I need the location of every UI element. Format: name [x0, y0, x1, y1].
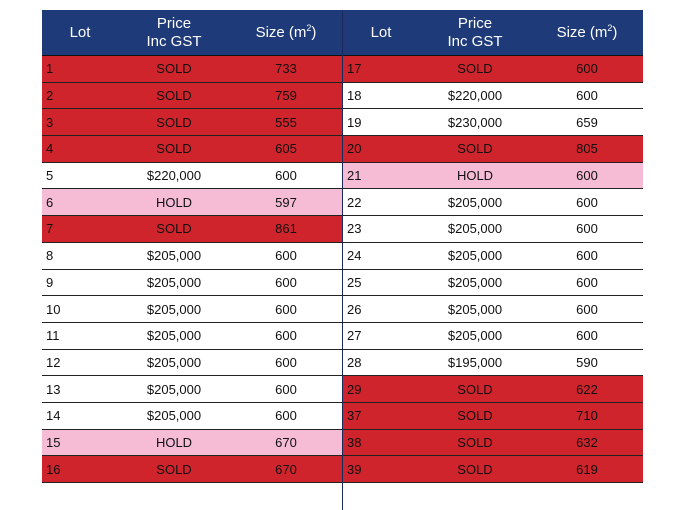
- table-row: [343, 430, 643, 457]
- lot-cell: 25: [347, 274, 362, 290]
- table-row: [42, 323, 342, 350]
- lot-cell: 13: [46, 381, 61, 397]
- price-cell: $205,000: [447, 194, 503, 210]
- table-row: [343, 189, 643, 216]
- price-cell: $205,000: [447, 248, 503, 264]
- price-cell: SOLD: [457, 461, 493, 477]
- lot-cell: 1: [46, 61, 54, 77]
- table-row: [42, 83, 342, 110]
- size-cell: 622: [576, 381, 598, 397]
- size-cell: 600: [576, 301, 598, 317]
- lot-cell: 4: [46, 141, 54, 157]
- table-row: [42, 163, 342, 190]
- size-cell: 600: [576, 194, 598, 210]
- header-size-prefix: Size (m: [556, 23, 608, 41]
- size-cell: 619: [576, 461, 598, 477]
- size-cell: 600: [576, 61, 598, 77]
- price-cell: $205,000: [447, 301, 503, 317]
- lot-cell: 8: [46, 248, 54, 264]
- table-row: [343, 296, 643, 323]
- size-cell: 597: [275, 194, 297, 210]
- size-cell: 600: [275, 354, 297, 370]
- table-row: [343, 109, 643, 136]
- table-row: [42, 296, 342, 323]
- size-cell: 605: [275, 141, 297, 157]
- table-row: [42, 189, 342, 216]
- size-cell: 600: [275, 381, 297, 397]
- price-cell: SOLD: [156, 461, 192, 477]
- lot-cell: 11: [46, 328, 60, 344]
- lot-cell: 37: [347, 408, 362, 424]
- size-cell: 600: [275, 274, 297, 290]
- table-row: [42, 430, 342, 457]
- table-row: [343, 216, 643, 243]
- table-row: [42, 216, 342, 243]
- table-right-half: [343, 10, 643, 510]
- price-cell: $205,000: [146, 301, 202, 317]
- table-row: [343, 456, 643, 483]
- size-cell: 600: [275, 168, 297, 184]
- lot-cell: 12: [46, 354, 61, 370]
- size-cell: 670: [275, 434, 297, 450]
- lot-cell: 10: [46, 301, 61, 317]
- lot-cell: 2: [46, 88, 54, 104]
- table-left-half: [42, 10, 343, 510]
- lot-cell: 38: [347, 434, 362, 450]
- price-cell: SOLD: [457, 434, 493, 450]
- size-cell: 600: [576, 248, 598, 264]
- size-cell: 600: [576, 274, 598, 290]
- price-cell: SOLD: [156, 61, 192, 77]
- price-cell: SOLD: [457, 61, 493, 77]
- price-cell: SOLD: [156, 88, 192, 104]
- size-cell: 600: [576, 221, 598, 237]
- size-cell: 670: [275, 461, 297, 477]
- table-row: [42, 243, 342, 270]
- size-cell: 600: [275, 408, 297, 424]
- header-price-line2: Inc GST: [146, 32, 202, 50]
- lot-cell: 20: [347, 141, 362, 157]
- size-cell: 759: [275, 88, 297, 104]
- size-cell: 600: [576, 328, 598, 344]
- price-cell: HOLD: [456, 168, 494, 184]
- price-cell: $220,000: [447, 88, 503, 104]
- price-cell: $205,000: [146, 408, 202, 424]
- table-row: [42, 56, 342, 83]
- lot-cell: 17: [347, 61, 362, 77]
- header-price: [419, 10, 531, 55]
- price-cell: $220,000: [146, 168, 202, 184]
- table-row: [42, 376, 342, 403]
- lot-cell: 21: [347, 168, 362, 184]
- size-cell: 710: [576, 408, 598, 424]
- lot-cell: 5: [46, 168, 54, 184]
- header-size-sup: 2: [306, 22, 312, 33]
- price-cell: SOLD: [156, 221, 192, 237]
- price-cell: $205,000: [146, 354, 202, 370]
- price-cell: SOLD: [457, 408, 493, 424]
- price-cell: $205,000: [146, 248, 202, 264]
- table-row: [343, 323, 643, 350]
- table-row: [42, 109, 342, 136]
- header-lot: Lot: [370, 23, 392, 41]
- size-cell: 600: [576, 168, 598, 184]
- table-body-right: [343, 56, 643, 483]
- header-size: [531, 10, 643, 55]
- table-row: [343, 136, 643, 163]
- size-cell: 590: [576, 354, 598, 370]
- price-cell: $205,000: [146, 274, 202, 290]
- header-size-suffix: ): [311, 23, 317, 41]
- lot-cell: 9: [46, 274, 54, 290]
- size-cell: 555: [275, 114, 297, 130]
- header-size-suffix: ): [612, 23, 618, 41]
- header-price-line1: Price: [457, 14, 493, 32]
- size-cell: 861: [275, 221, 297, 237]
- size-cell: 659: [576, 114, 598, 130]
- header-lot: Lot: [69, 23, 91, 41]
- table-row: [42, 136, 342, 163]
- header-size: [230, 10, 342, 55]
- price-cell: $205,000: [146, 381, 202, 397]
- table-body-left: [42, 56, 342, 483]
- table-row: [42, 456, 342, 483]
- lot-cell: 39: [347, 461, 362, 477]
- price-cell: $205,000: [146, 328, 202, 344]
- price-cell: HOLD: [155, 194, 193, 210]
- lot-cell: 26: [347, 301, 362, 317]
- table-row: [42, 270, 342, 297]
- size-cell: 600: [275, 328, 297, 344]
- table-row: [343, 403, 643, 430]
- table-row: [343, 270, 643, 297]
- price-cell: $205,000: [447, 274, 503, 290]
- lot-cell: 7: [46, 221, 54, 237]
- table-header: [343, 10, 643, 56]
- price-cell: $205,000: [447, 328, 503, 344]
- table-row: [343, 163, 643, 190]
- price-cell: HOLD: [155, 434, 193, 450]
- size-cell: 805: [576, 141, 598, 157]
- price-cell: $205,000: [447, 221, 503, 237]
- lot-cell: 18: [347, 88, 362, 104]
- lot-cell: 23: [347, 221, 362, 237]
- price-cell: $230,000: [447, 114, 503, 130]
- table-row: [42, 403, 342, 430]
- table-row: [343, 83, 643, 110]
- size-cell: 632: [576, 434, 598, 450]
- price-cell: SOLD: [156, 114, 192, 130]
- lot-cell: 29: [347, 381, 362, 397]
- lot-cell: 16: [46, 461, 61, 477]
- table-row: [343, 350, 643, 377]
- price-cell: SOLD: [156, 141, 192, 157]
- size-cell: 600: [576, 88, 598, 104]
- price-cell: SOLD: [457, 381, 493, 397]
- lot-cell: 28: [347, 354, 362, 370]
- size-cell: 600: [275, 301, 297, 317]
- lot-cell: 22: [347, 194, 362, 210]
- header-price-line2: Inc GST: [447, 32, 503, 50]
- lot-cell: 19: [347, 114, 362, 130]
- header-price: [118, 10, 230, 55]
- table-row: [343, 243, 643, 270]
- lot-cell: 27: [347, 328, 362, 344]
- price-list-table: [42, 10, 643, 510]
- lot-cell: 3: [46, 114, 54, 130]
- size-cell: 600: [275, 248, 297, 264]
- header-size-sup: 2: [607, 22, 613, 33]
- price-cell: SOLD: [457, 141, 493, 157]
- lot-cell: 14: [46, 408, 61, 424]
- price-cell: $195,000: [447, 354, 503, 370]
- lot-cell: 6: [46, 194, 54, 210]
- header-price-line1: Price: [156, 14, 192, 32]
- table-row: [343, 376, 643, 403]
- size-cell: 733: [275, 61, 297, 77]
- table-header: [42, 10, 342, 56]
- header-size-prefix: Size (m: [255, 23, 307, 41]
- table-row: [343, 56, 643, 83]
- table-row: [42, 350, 342, 377]
- lot-cell: 24: [347, 248, 362, 264]
- lot-cell: 15: [46, 434, 61, 450]
